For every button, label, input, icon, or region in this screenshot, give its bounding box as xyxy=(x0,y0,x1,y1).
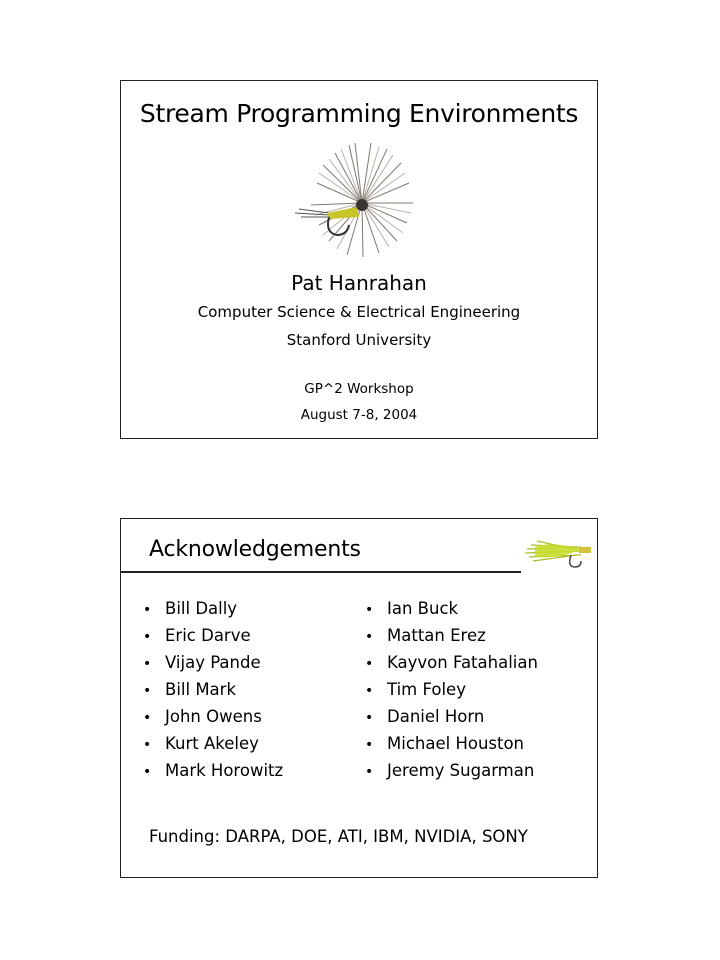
list-item: • Mattan Erez xyxy=(365,626,486,645)
title-underline xyxy=(121,571,521,573)
list-item: • Ian Buck xyxy=(365,599,459,618)
list-item: • Kurt Akeley xyxy=(143,734,259,753)
list-item: • Jeremy Sugarman xyxy=(365,761,535,780)
acknowledgements-heading: Acknowledgements xyxy=(149,537,361,562)
list-item: • Mark Horowitz xyxy=(143,761,284,780)
fishing-fly-image xyxy=(289,143,435,263)
university-text: Stanford University xyxy=(286,331,432,349)
fishing-fly-small-image xyxy=(521,533,595,573)
list-item: • Daniel Horn xyxy=(365,707,485,726)
funding-text: Funding: DARPA, DOE, ATI, IBM, NVIDIA, SONY xyxy=(149,827,528,846)
department-text: Computer Science & Electrical Engineering xyxy=(197,303,521,321)
date-text: August 7-8, 2004 xyxy=(300,407,418,423)
list-item: • Eric Darve xyxy=(143,626,251,645)
list-item: • Kayvon Fatahalian xyxy=(365,653,538,672)
list-item: • Tim Foley xyxy=(365,680,466,699)
list-item: • Vijay Pande xyxy=(143,653,261,672)
slide-title xyxy=(120,80,598,439)
author-name: Pat Hanrahan xyxy=(291,271,427,295)
event-text: GP^2 Workshop xyxy=(304,381,414,397)
list-item: • Michael Houston xyxy=(365,734,525,753)
list-item: • Bill Dally xyxy=(143,599,238,618)
list-item: • Bill Mark xyxy=(143,680,237,699)
acknowledgements-right-list xyxy=(365,595,538,784)
acknowledgements-left-list xyxy=(143,595,283,784)
list-item: • John Owens xyxy=(143,707,262,726)
slide-acknowledgements xyxy=(120,518,598,878)
slide-title-heading: Stream Programming Environments xyxy=(139,99,579,128)
